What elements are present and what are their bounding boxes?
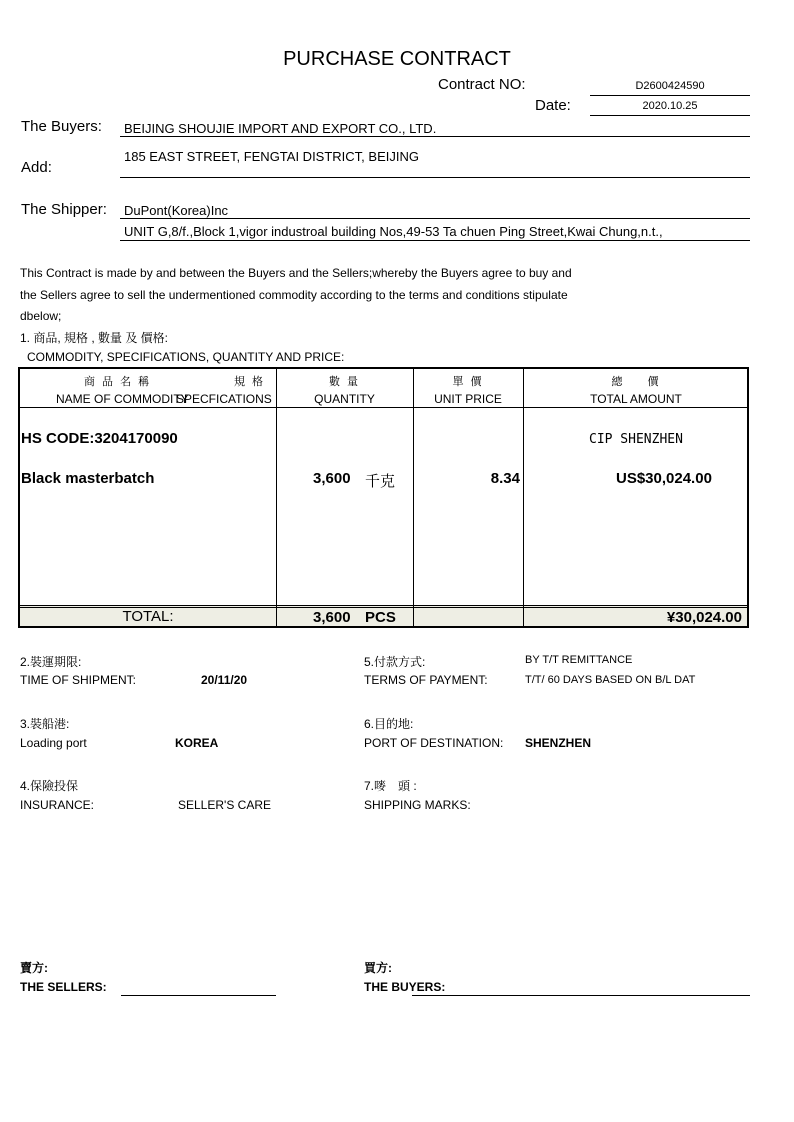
loading-port-heading-cn: 3.裝船港:: [20, 717, 70, 731]
buyers-label: THE BUYERS:: [364, 980, 446, 994]
loading-port-value: KOREA: [175, 736, 219, 750]
payment-terms-heading-cn: 5.付款方式:: [364, 655, 426, 669]
shipment-time-value: 20/11/20: [201, 673, 248, 687]
item-quantity: 3,600: [313, 470, 351, 487]
destination-heading-cn: 6.目的地:: [364, 717, 414, 731]
shipment-time-heading-cn: 2.裝運期限:: [20, 655, 82, 669]
item-name: Black masterbatch: [21, 470, 155, 487]
intro-line-1: This Contract is made by and between the Buyers and the Sellers;whereby the Buyers agree to buy and: [20, 266, 572, 280]
sellers-heading-cn: 賣方:: [20, 961, 48, 975]
shipper-name: DuPont(Korea)Inc: [124, 203, 229, 218]
buyers-signature-line: [412, 995, 750, 996]
header-name-cn: 商 品 名 稱: [84, 376, 152, 388]
buyers-name: BEIJING SHOUJIE IMPORT AND EXPORT CO., LTD.: [124, 121, 437, 136]
header-divider: [20, 407, 747, 408]
payment-method-value: BY T/T REMITTANCE: [525, 654, 633, 666]
total-label: TOTAL:: [122, 608, 174, 625]
column-divider: [523, 369, 524, 626]
shipping-marks-label: SHIPPING MARKS:: [364, 798, 471, 812]
date-label: Date:: [535, 97, 571, 114]
header-quantity-cn: 數 量: [328, 376, 361, 388]
delivery-terms: CIP SHENZHEN: [589, 432, 683, 447]
header-unit-price-en: UNIT PRICE: [434, 392, 502, 406]
item-amount: US$30,024.00: [616, 470, 712, 487]
buyers-label: The Buyers:: [21, 118, 102, 135]
header-total-amount-en: TOTAL AMOUNT: [590, 392, 682, 406]
contract-no-value: D2600424590: [635, 80, 705, 92]
sellers-signature-line: [121, 995, 276, 996]
buyers-underline: [120, 136, 750, 137]
total-amount: ¥30,024.00: [666, 609, 742, 626]
column-divider: [413, 369, 414, 626]
destination-label: PORT OF DESTINATION:: [364, 736, 504, 750]
header-name-en: NAME OF COMMODITY: [56, 392, 189, 406]
header-unit-price-cn: 單 價: [452, 376, 484, 388]
payment-terms-label: TERMS OF PAYMENT:: [364, 673, 488, 687]
shipper-address-underline: [120, 240, 750, 241]
shipment-time-label: TIME OF SHIPMENT:: [20, 673, 137, 687]
item-quantity-unit: 千克: [365, 473, 396, 490]
buyers-heading-cn: 買方:: [364, 961, 392, 975]
header-total-amount-cn: 總 價: [611, 376, 661, 388]
hs-code: HS CODE:3204170090: [21, 430, 178, 447]
insurance-heading-cn: 4.保險投保: [20, 779, 79, 793]
loading-port-label: Loading port: [20, 736, 87, 750]
header-spec-en: SPECFICATIONS: [176, 392, 272, 406]
column-divider: [276, 369, 277, 626]
address-underline: [120, 177, 750, 178]
total-quantity-unit: PCS: [365, 609, 396, 626]
insurance-label: INSURANCE:: [20, 798, 95, 812]
sellers-label: THE SELLERS:: [20, 980, 107, 994]
section-1-heading-en: COMMODITY, SPECIFICATIONS, QUANTITY AND PRICE:: [27, 350, 345, 364]
shipper-label: The Shipper:: [21, 201, 107, 218]
section-1-heading-cn: 1. 商品, 規格 , 數量 及 價格:: [20, 331, 169, 345]
address-label: Add:: [21, 159, 52, 176]
intro-line-2: the Sellers agree to sell the undermentioned commodity according to the terms and conditions stipulate: [20, 288, 568, 302]
destination-value: SHENZHEN: [525, 736, 592, 750]
intro-line-3: dbelow;: [20, 309, 62, 323]
item-unit-price: 8.34: [490, 470, 520, 487]
date-value: 2020.10.25: [642, 100, 698, 112]
buyers-address: 185 EAST STREET, FENGTAI DISTRICT, BEIJING: [124, 149, 419, 164]
payment-terms-value: T/T/ 60 DAYS BASED ON B/L DAT: [525, 674, 696, 686]
header-spec-cn: 規 格: [234, 376, 266, 388]
contract-no-label: Contract NO:: [438, 76, 526, 93]
date-underline: [590, 115, 750, 116]
commodity-table: [18, 367, 749, 628]
insurance-value: SELLER'S CARE: [178, 798, 271, 812]
shipper-underline: [120, 218, 750, 219]
shipping-marks-heading-cn: 7.嘜 頭 :: [364, 779, 417, 793]
header-quantity-en: QUANTITY: [314, 392, 375, 406]
contract-no-underline: [590, 95, 750, 96]
shipper-address: UNIT G,8/f.,Block 1,vigor industroal building Nos,49-53 Ta chuen Ping Street,Kwai Chung,n.t.,: [124, 224, 663, 239]
page-title: PURCHASE CONTRACT: [283, 48, 511, 70]
total-quantity: 3,600: [313, 609, 351, 626]
